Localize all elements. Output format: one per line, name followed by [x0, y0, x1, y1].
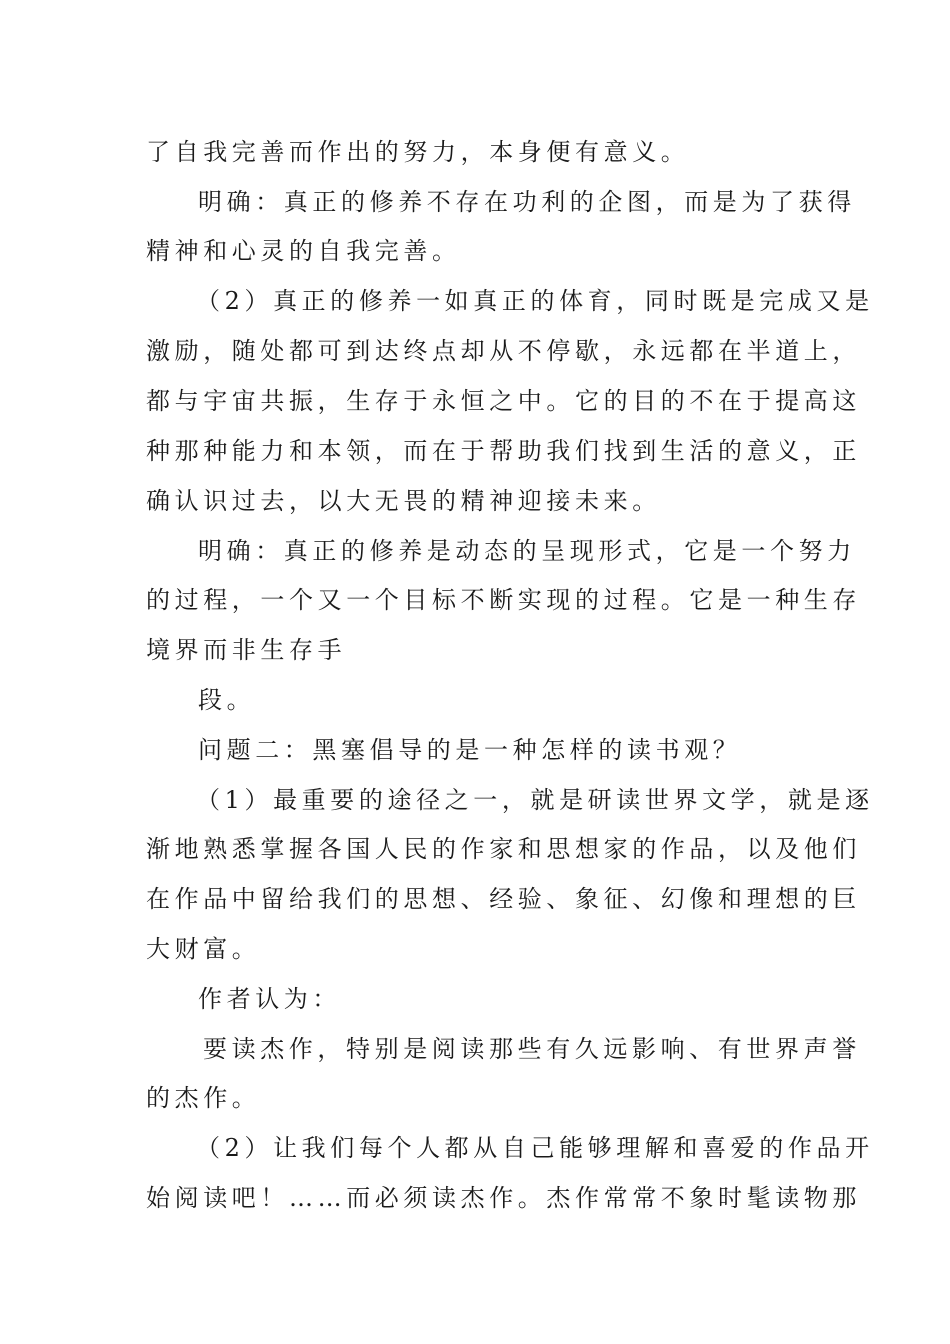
text-line: 作者认为：	[198, 985, 341, 1013]
text-line: 激励，随处都可到达终点却从不停歇，永远都在半道上，	[146, 337, 861, 365]
text-line: 的杰作。	[146, 1084, 261, 1112]
text-line: 明确：真正的修养是动态的呈现形式，它是一个努力	[198, 537, 856, 565]
text-line: 在作品中留给我们的思想、经验、象征、幻像和理想的巨	[146, 885, 861, 913]
text-line: 精神和心灵的自我完善。	[146, 237, 461, 265]
text-line: 大财富。	[146, 935, 261, 963]
text-line: 确认识过去，以大无畏的精神迎接未来。	[146, 487, 661, 515]
text-line: 明确：真正的修养不存在功利的企图，而是为了获得	[198, 188, 856, 216]
text-line: 都与宇宙共振，生存于永恒之中。它的目的不在于提高这	[146, 387, 861, 415]
question-heading: 问题二：黑塞倡导的是一种怎样的读书观？	[198, 736, 742, 764]
text-line: 的过程，一个又一个目标不断实现的过程。它是一种生存	[146, 586, 861, 614]
text-line: 要读杰作，特别是阅读那些有久远影响、有世界声誉	[203, 1035, 861, 1063]
text-line: 渐地熟悉掌握各国人民的作家和思想家的作品，以及他们	[146, 835, 861, 863]
text-line: 了自我完善而作出的努力，本身便有意义。	[146, 138, 690, 166]
text-line: （2）让我们每个人都从自己能够理解和喜爱的作品开	[196, 1134, 874, 1162]
text-line: 始阅读吧！……而必须读杰作。杰作常常不象时髦读物那	[146, 1184, 861, 1212]
text-line: （1）最重要的途径之一，就是研读世界文学，就是逐	[196, 786, 874, 814]
text-line: （2）真正的修养一如真正的体育，同时既是完成又是	[196, 287, 874, 315]
text-line: 段。	[198, 686, 256, 714]
text-line: 种那种能力和本领，而在于帮助我们找到生活的意义，正	[146, 437, 861, 465]
text-line: 境界而非生存手	[146, 636, 347, 664]
